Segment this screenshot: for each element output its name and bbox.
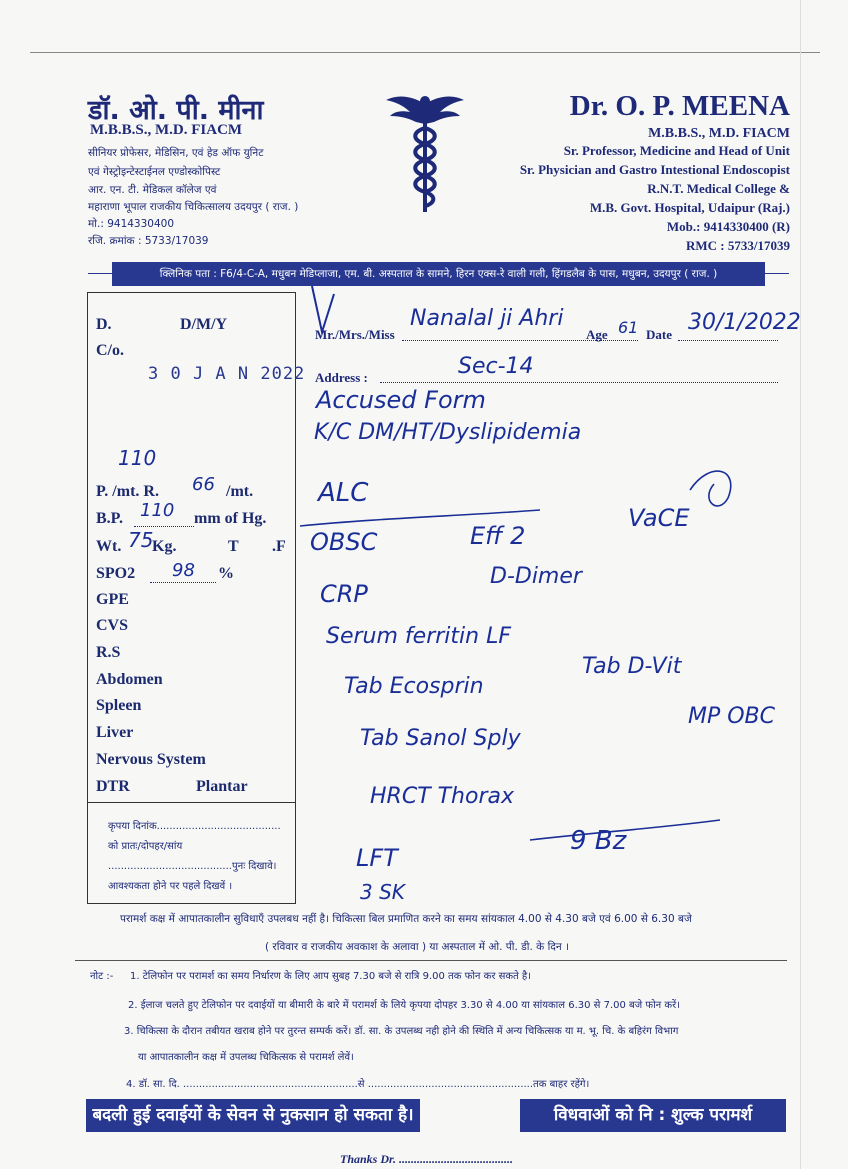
note-item: या आपातकालीन कक्ष में उपलब्ध चिकित्सक से परामर्श लेवें। bbox=[138, 1052, 354, 1063]
rx-line: HRCT Thorax bbox=[370, 784, 515, 809]
doctor-name-english: Dr. O. P. MEENA bbox=[569, 90, 790, 122]
english-line: Mob.: 9414330400 (R) bbox=[666, 219, 790, 234]
pulse-unit: /mt. bbox=[226, 483, 254, 500]
followup-line: को प्रातः/दोपहर/सांय bbox=[108, 841, 183, 852]
rx-line: 9 Bz bbox=[570, 826, 627, 856]
notice-line-1: परामर्श कक्ष में आपातकालीन सुविधाएँ उपलबध नहीं है। चिकित्सा बिल प्रमाणित करने का समय सांयकाल 4.00 से 4.30 बजे एवं 6.00 से 6.30 बजे bbox=[120, 913, 692, 925]
patient-address: Sec-14 bbox=[458, 354, 534, 379]
rx-line: Accused Form bbox=[316, 386, 486, 414]
age-label: Age bbox=[586, 327, 608, 342]
handwriting-strokes bbox=[300, 280, 840, 920]
exam-cvs: CVS bbox=[96, 617, 129, 634]
exam-plantar: Plantar bbox=[196, 778, 248, 795]
rx-line: LFT bbox=[356, 844, 398, 872]
exam-nervous-system: Nervous System bbox=[96, 751, 206, 768]
doctor-name-hindi: डॉ. ओ. पी. मीना bbox=[88, 95, 264, 126]
followup-line: आवश्यकता होने पर पहले दिखवें । bbox=[108, 881, 233, 892]
hindi-line: सीनियर प्रोफेसर, मेडिसिन, एवं हेड ऑफ युनिट bbox=[88, 147, 264, 159]
doctor-degree-english: M.B.B.S., M.D. FIACM bbox=[648, 126, 790, 141]
rx-line: Tab Sanol Sply bbox=[360, 726, 521, 751]
hindi-line: महाराणा भूपाल राजकीय चिकित्सालय उदयपुर ( राज. ) bbox=[88, 201, 299, 213]
note-item: 3. चिकित्सा के दौरान तबीयत खराब होने पर तुरन्त सम्पर्क करें। डॉ. सा. के उपलब्ध नही होने की स्थिति में अन्य चिकित्सक या म. भू. चि. के बहिरंग विभाग bbox=[124, 1026, 679, 1037]
note-label: नोट :- bbox=[90, 971, 114, 982]
rx-line: CRP bbox=[320, 580, 368, 608]
clinic-address-bar: क्लिनिक पता : F6/4-C-A, मधुबन मेडिप्लाजा, एम. बी. अस्पताल के सामने, हिरन एक्स-रे वाली गली, हिंगडलैब के पास, मधुबन, उदयपुर ( राज. ) bbox=[112, 262, 765, 286]
rx-line: Eff 2 bbox=[470, 522, 526, 550]
english-line: R.N.T. Medical College & bbox=[647, 181, 790, 196]
bp-label: B.P. bbox=[96, 510, 123, 527]
rx-line: MP OBC bbox=[688, 704, 776, 729]
rx-line: Serum ferritin LF bbox=[326, 624, 511, 649]
spo2-value: 98 bbox=[172, 560, 195, 581]
rx-line: Tab D-Vit bbox=[582, 654, 682, 679]
note-item: 4. डॉ. सा. दि. .......................................................से ....................................................तक बाहर रहेंगे। bbox=[126, 1079, 590, 1090]
temp-label: T bbox=[228, 538, 239, 555]
notice-line-2: ( रविवार व राजकीय अवकाश के अलावा ) या अस्पताल में ओ. पी. डी. के दिन । bbox=[265, 941, 570, 953]
clinic-bar-rule-left bbox=[88, 273, 112, 274]
bp-dots bbox=[134, 526, 194, 527]
followup-line: कृपया दिनांक....................................... bbox=[108, 821, 281, 832]
exam-gpe: GPE bbox=[96, 591, 129, 608]
bp-unit: mm of Hg. bbox=[194, 510, 267, 527]
rx-line: D-Dimer bbox=[490, 564, 582, 589]
caduceus-logo-icon bbox=[386, 92, 464, 214]
address-label: Address : bbox=[315, 370, 368, 385]
hindi-line: रजि. क्रमांक : 5733/17039 bbox=[88, 235, 209, 247]
rx-line: K/C DM/HT/Dyslipidemia bbox=[314, 420, 582, 445]
note-item: 1. टेलिफोन पर परामर्श का समय निर्धारण के लिए आप सुबह 7.30 बजे से रात्रि 9.00 तक फोन कर सकते है। bbox=[130, 971, 532, 982]
english-line: M.B. Govt. Hospital, Udaipur (Raj.) bbox=[589, 200, 790, 215]
date-format: D/M/Y bbox=[180, 316, 228, 333]
hindi-line: आर. एन. टी. मेडिकल कॉलेज एवं bbox=[88, 184, 217, 196]
hindi-line: एवं गेस्ट्रोइन्टेस्टाईनल एण्डोस्कोपिस्ट bbox=[88, 166, 221, 178]
rx-line: ALC bbox=[318, 478, 369, 508]
rx-line: Tab Ecosprin bbox=[344, 674, 484, 699]
clinic-bar-rule-right bbox=[765, 273, 789, 274]
rx-line: 3 SK bbox=[360, 880, 405, 904]
wt-value: 75 bbox=[128, 528, 154, 552]
top-rule bbox=[30, 52, 820, 53]
date-label-patient: Date bbox=[646, 327, 672, 342]
warning-banner: बदली हुई दवाईयों के सेवन से नुकसान हो सकता है। bbox=[86, 1099, 420, 1132]
name-label: Mr./Mrs./Miss bbox=[315, 327, 395, 342]
spo2-dots bbox=[150, 582, 216, 583]
hindi-line: मो.: 9414330400 bbox=[88, 218, 175, 230]
co-label: C/o. bbox=[96, 342, 124, 359]
exam-liver: Liver bbox=[96, 724, 134, 741]
exam-abdomen: Abdomen bbox=[96, 671, 163, 688]
note-item: 2. ईलाज चलते हुए टेलिफोन पर दवाईयों या बीमारी के बारे में परामर्श के लिये कृपया दोपहर 3.30 से 4.00 या सांयकाल 6.30 से 7.00 बजे फोन करें। bbox=[128, 1000, 680, 1011]
english-line: Sr. Physician and Gastro Intestional Endoscopist bbox=[519, 162, 790, 177]
english-line: RMC : 5733/17039 bbox=[686, 238, 790, 253]
exam-spleen: Spleen bbox=[96, 697, 142, 714]
wt-unit: Kg. bbox=[152, 538, 177, 555]
english-line: Sr. Professor, Medicine and Head of Unit bbox=[563, 143, 790, 158]
spo2-label: SPO2 bbox=[96, 565, 136, 582]
pulse-value: 66 bbox=[192, 474, 215, 495]
spo2-unit: % bbox=[218, 565, 234, 582]
exam-rs: R.S bbox=[96, 644, 121, 661]
patient-date: 30/1/2022 bbox=[688, 310, 801, 335]
doctor-degree-hindi: M.B.B.S., M.D. FIACM bbox=[90, 122, 243, 138]
thanks-line: Thanks Dr. ...................................... bbox=[340, 1152, 514, 1166]
notice-divider bbox=[75, 960, 787, 961]
patient-name: Nanalal ji Ahri bbox=[410, 306, 564, 331]
exam-dtr: DTR bbox=[96, 778, 130, 795]
date-stamp: 3 0 J A N 2022 bbox=[148, 364, 306, 384]
temp-unit: .F bbox=[272, 538, 286, 555]
patient-age: 61 bbox=[618, 318, 639, 337]
rx-line: VaCE bbox=[628, 504, 690, 532]
date-label: D. bbox=[96, 316, 112, 333]
followup-divider bbox=[87, 802, 296, 803]
wt-label: Wt. bbox=[96, 538, 122, 555]
rx-line: OBSC bbox=[310, 528, 378, 556]
bp-value: 110 bbox=[140, 500, 175, 521]
handwritten-110: 110 bbox=[118, 446, 157, 470]
free-consult-banner: विधवाओं को नि : शुल्क परामर्श bbox=[520, 1099, 786, 1132]
pulse-label: P. /mt. R. bbox=[96, 483, 159, 500]
followup-line: .......................................पुनः दिखावे। bbox=[108, 861, 277, 872]
